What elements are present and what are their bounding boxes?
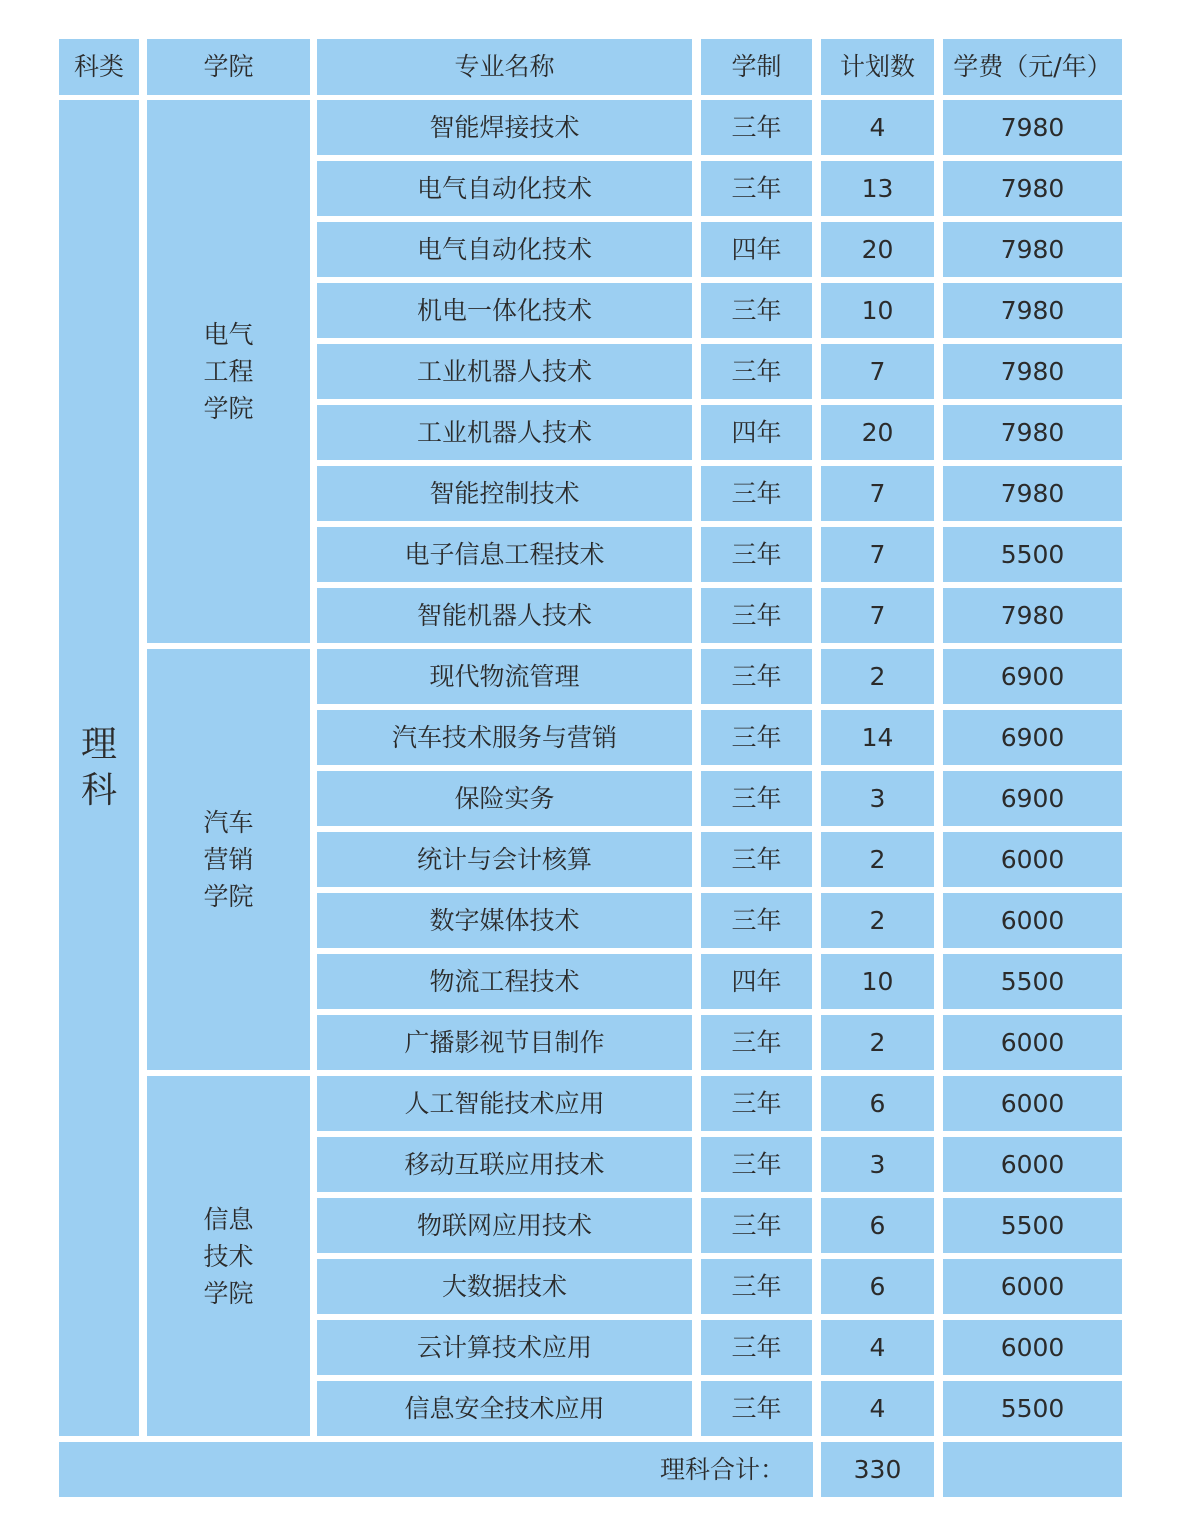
row-plan-cell: 2 <box>821 1015 934 1070</box>
header-duration: 学制 <box>701 39 812 95</box>
row-plan-cell: 20 <box>821 222 934 277</box>
row-tuition-cell: 6900 <box>943 771 1122 826</box>
row-major-cell: 汽车技术服务与营销 <box>317 710 692 765</box>
row-major-cell: 工业机器人技术 <box>317 344 692 399</box>
row-plan-cell: 10 <box>821 954 934 1009</box>
row-major-cell: 云计算技术应用 <box>317 1320 692 1375</box>
row-tuition-cell: 6000 <box>943 1015 1122 1070</box>
row-duration-cell: 三年 <box>701 1198 812 1253</box>
row-major-cell: 电气自动化技术 <box>317 161 692 216</box>
row-plan-cell: 2 <box>821 832 934 887</box>
row-duration-cell: 四年 <box>701 222 812 277</box>
category-cell: 理 科 <box>59 100 139 1436</box>
total-tuition-cell <box>943 1442 1122 1497</box>
row-major-cell: 移动互联应用技术 <box>317 1137 692 1192</box>
row-duration-cell: 三年 <box>701 893 812 948</box>
row-duration-cell: 三年 <box>701 1137 812 1192</box>
row-major-cell: 统计与会计核算 <box>317 832 692 887</box>
row-major-cell: 人工智能技术应用 <box>317 1076 692 1131</box>
row-duration-cell: 三年 <box>701 527 812 582</box>
row-plan-cell: 6 <box>821 1259 934 1314</box>
row-major-cell: 工业机器人技术 <box>317 405 692 460</box>
row-tuition-cell: 6000 <box>943 1076 1122 1131</box>
row-tuition-cell: 6000 <box>943 832 1122 887</box>
row-duration-cell: 三年 <box>701 710 812 765</box>
row-duration-cell: 三年 <box>701 1076 812 1131</box>
row-tuition-cell: 7980 <box>943 283 1122 338</box>
row-major-cell: 现代物流管理 <box>317 649 692 704</box>
row-plan-cell: 6 <box>821 1198 934 1253</box>
row-duration-cell: 四年 <box>701 405 812 460</box>
row-plan-cell: 20 <box>821 405 934 460</box>
row-duration-cell: 三年 <box>701 588 812 643</box>
row-duration-cell: 三年 <box>701 344 812 399</box>
row-duration-cell: 三年 <box>701 1015 812 1070</box>
row-major-cell: 电子信息工程技术 <box>317 527 692 582</box>
row-plan-cell: 3 <box>821 771 934 826</box>
row-duration-cell: 三年 <box>701 466 812 521</box>
row-tuition-cell: 6000 <box>943 1320 1122 1375</box>
college-cell: 信息 技术 学院 <box>147 1076 310 1436</box>
row-tuition-cell: 7980 <box>943 405 1122 460</box>
row-major-cell: 广播影视节目制作 <box>317 1015 692 1070</box>
row-plan-cell: 4 <box>821 1381 934 1436</box>
row-major-cell: 智能机器人技术 <box>317 588 692 643</box>
row-plan-cell: 6 <box>821 1076 934 1131</box>
header-tuition: 学费（元/年） <box>943 39 1122 95</box>
row-tuition-cell: 7980 <box>943 588 1122 643</box>
row-tuition-cell: 7980 <box>943 222 1122 277</box>
row-major-cell: 智能焊接技术 <box>317 100 692 155</box>
row-major-cell: 保险实务 <box>317 771 692 826</box>
row-plan-cell: 7 <box>821 466 934 521</box>
row-major-cell: 机电一体化技术 <box>317 283 692 338</box>
row-plan-cell: 7 <box>821 344 934 399</box>
row-tuition-cell: 5500 <box>943 1381 1122 1436</box>
row-plan-cell: 14 <box>821 710 934 765</box>
row-major-cell: 信息安全技术应用 <box>317 1381 692 1436</box>
row-duration-cell: 三年 <box>701 832 812 887</box>
row-major-cell: 物流工程技术 <box>317 954 692 1009</box>
row-duration-cell: 三年 <box>701 1259 812 1314</box>
row-tuition-cell: 7980 <box>943 100 1122 155</box>
row-duration-cell: 四年 <box>701 954 812 1009</box>
row-tuition-cell: 5500 <box>943 1198 1122 1253</box>
row-plan-cell: 2 <box>821 649 934 704</box>
row-major-cell: 电气自动化技术 <box>317 222 692 277</box>
row-duration-cell: 三年 <box>701 771 812 826</box>
total-plan-cell: 330 <box>821 1442 934 1497</box>
row-tuition-cell: 6900 <box>943 649 1122 704</box>
row-major-cell: 智能控制技术 <box>317 466 692 521</box>
row-plan-cell: 7 <box>821 588 934 643</box>
row-tuition-cell: 7980 <box>943 161 1122 216</box>
total-label-cell: 理科合计： <box>59 1442 813 1497</box>
row-tuition-cell: 5500 <box>943 954 1122 1009</box>
row-duration-cell: 三年 <box>701 1320 812 1375</box>
college-cell: 汽车 营销 学院 <box>147 649 310 1070</box>
row-major-cell: 物联网应用技术 <box>317 1198 692 1253</box>
row-duration-cell: 三年 <box>701 283 812 338</box>
row-duration-cell: 三年 <box>701 1381 812 1436</box>
row-plan-cell: 10 <box>821 283 934 338</box>
row-duration-cell: 三年 <box>701 100 812 155</box>
row-tuition-cell: 7980 <box>943 344 1122 399</box>
header-major: 专业名称 <box>317 39 692 95</box>
row-plan-cell: 4 <box>821 1320 934 1375</box>
row-plan-cell: 7 <box>821 527 934 582</box>
row-duration-cell: 三年 <box>701 161 812 216</box>
row-tuition-cell: 6900 <box>943 710 1122 765</box>
row-tuition-cell: 6000 <box>943 893 1122 948</box>
header-college: 学院 <box>147 39 310 95</box>
row-major-cell: 大数据技术 <box>317 1259 692 1314</box>
header-category: 科类 <box>59 39 139 95</box>
row-plan-cell: 13 <box>821 161 934 216</box>
college-cell: 电气 工程 学院 <box>147 100 310 643</box>
row-plan-cell: 3 <box>821 1137 934 1192</box>
row-tuition-cell: 6000 <box>943 1137 1122 1192</box>
header-plan: 计划数 <box>821 39 934 95</box>
row-tuition-cell: 6000 <box>943 1259 1122 1314</box>
row-tuition-cell: 7980 <box>943 466 1122 521</box>
row-plan-cell: 4 <box>821 100 934 155</box>
row-major-cell: 数字媒体技术 <box>317 893 692 948</box>
row-plan-cell: 2 <box>821 893 934 948</box>
row-tuition-cell: 5500 <box>943 527 1122 582</box>
row-duration-cell: 三年 <box>701 649 812 704</box>
